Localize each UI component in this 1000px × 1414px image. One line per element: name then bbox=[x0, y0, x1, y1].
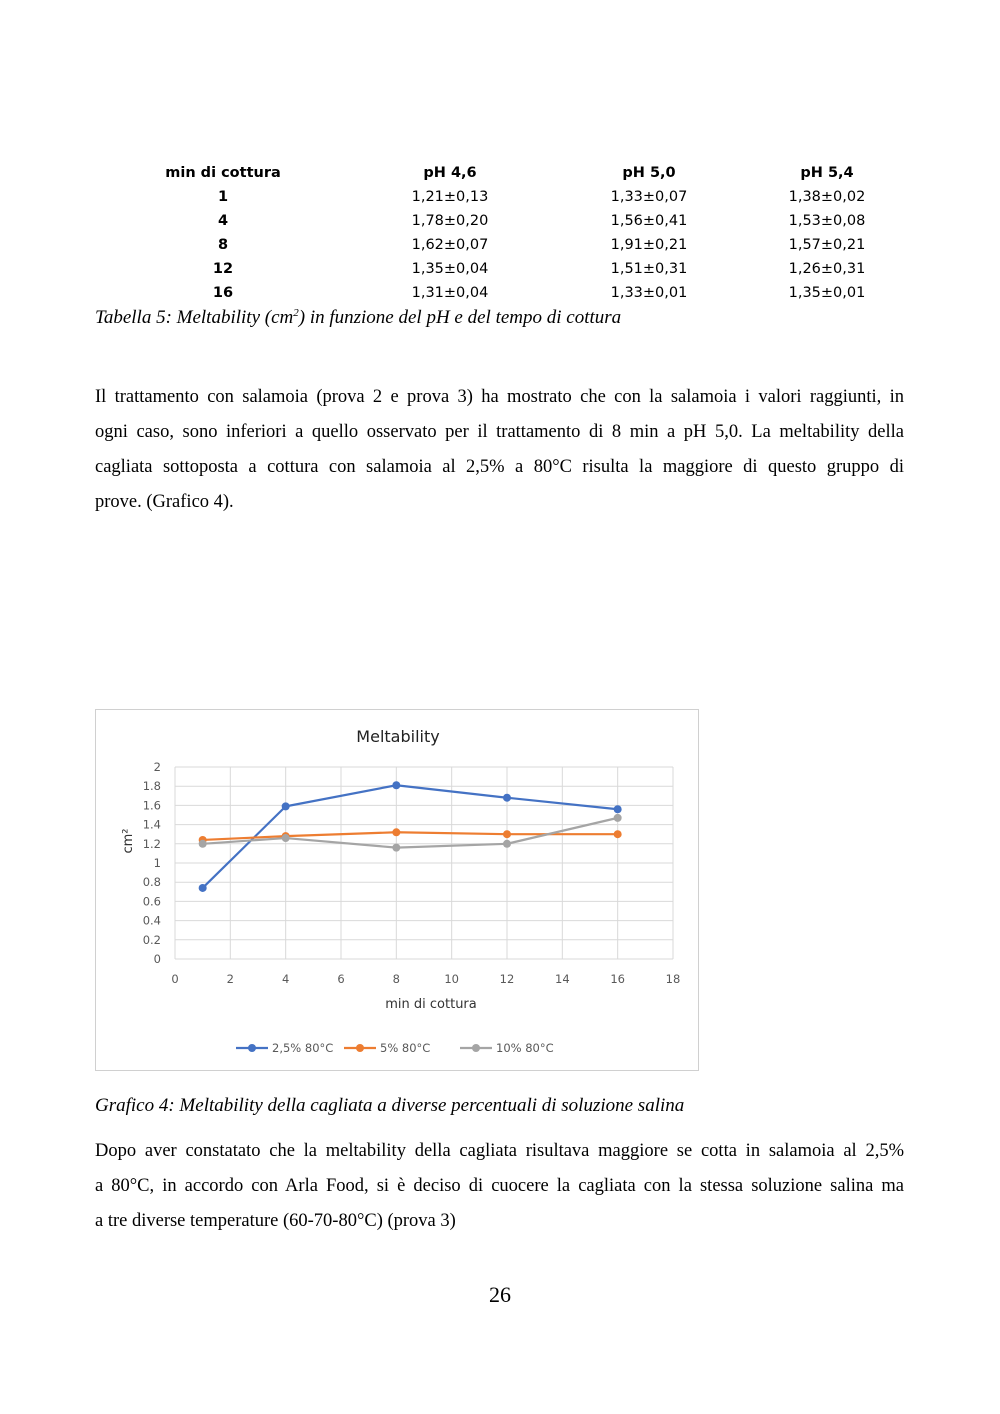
data-point bbox=[614, 805, 622, 813]
data-point bbox=[282, 834, 290, 842]
table-cell: 1,35±0,04 bbox=[411, 261, 489, 277]
x-tick-label: 18 bbox=[665, 972, 681, 986]
y-tick-label: 1.4 bbox=[142, 817, 161, 832]
x-tick-label: 10 bbox=[444, 972, 459, 986]
table-row-label: 4 bbox=[217, 213, 229, 229]
table-header-ph54: pH 5,4 bbox=[800, 165, 854, 181]
x-tick-label: 14 bbox=[555, 972, 570, 986]
chart-caption: Grafico 4: Meltability della cagliata a diverse percentuali di soluzione salina bbox=[95, 1095, 685, 1116]
table-cell: 1,38±0,02 bbox=[788, 189, 866, 205]
table-cell: 1,56±0,41 bbox=[610, 213, 688, 229]
chart-series bbox=[199, 781, 622, 892]
table-cell: 1,26±0,31 bbox=[788, 261, 866, 277]
table-cell: 1,31±0,04 bbox=[411, 285, 489, 301]
table-header-ph46: pH 4,6 bbox=[423, 165, 477, 181]
table-cell: 1,91±0,21 bbox=[610, 237, 688, 253]
table-cell: 1,33±0,01 bbox=[610, 285, 688, 301]
table-caption-pre: Tabella 5: Meltability (cm bbox=[95, 307, 294, 328]
paragraph-1 bbox=[95, 380, 904, 520]
y-tick-label: 1.8 bbox=[142, 779, 161, 794]
table-cell: 1,21±0,13 bbox=[411, 189, 489, 205]
table-header-time: min di cottura bbox=[165, 165, 281, 181]
chart-legend bbox=[236, 1041, 554, 1055]
data-point bbox=[392, 781, 400, 789]
table-cell: 1,62±0,07 bbox=[411, 237, 489, 253]
chart-title: Meltability bbox=[356, 727, 440, 746]
legend-marker bbox=[472, 1044, 480, 1052]
x-tick-labels bbox=[171, 972, 680, 986]
y-tick-labels bbox=[143, 760, 161, 966]
y-tick-label: 0.8 bbox=[142, 875, 161, 890]
data-point bbox=[503, 830, 511, 838]
page-number: 26 bbox=[489, 1282, 511, 1307]
data-point bbox=[614, 814, 622, 822]
legend-marker bbox=[248, 1044, 256, 1052]
data-point bbox=[503, 840, 511, 848]
table-row-label: 1 bbox=[217, 189, 229, 205]
x-tick-label: 6 bbox=[337, 972, 345, 986]
meltability-chart bbox=[96, 710, 698, 1070]
table-row-label: 16 bbox=[212, 285, 234, 301]
x-tick-label: 16 bbox=[610, 972, 625, 986]
legend-label: 5% 80°C bbox=[380, 1041, 431, 1055]
table-cell: 1,78±0,20 bbox=[411, 213, 489, 229]
y-axis-label: cm² bbox=[121, 828, 136, 854]
data-point bbox=[199, 840, 207, 848]
table-cell: 1,53±0,08 bbox=[788, 213, 866, 229]
x-tick-label: 0 bbox=[171, 972, 179, 986]
table-cell: 1,35±0,01 bbox=[788, 285, 866, 301]
paragraph-line: a 80°C, in accordo con Arla Food, si è deciso di cuocere la cagliata con la stessa soluzione salina ma bbox=[95, 1176, 904, 1196]
paragraph-line: a tre diverse temperature (60-70-80°C) (prova 3) bbox=[95, 1211, 456, 1231]
chart-frame bbox=[95, 709, 699, 1071]
y-tick-label: 2 bbox=[153, 760, 161, 774]
legend-marker bbox=[356, 1044, 364, 1052]
x-tick-label: 2 bbox=[226, 972, 234, 986]
paragraph-line: ogni caso, sono inferiori a quello osservato per il trattamento di 8 min a pH 5,0. La meltability della bbox=[95, 422, 904, 442]
data-point bbox=[503, 794, 511, 802]
table-caption-post: ) in funzione del pH e del tempo di cottura bbox=[298, 307, 622, 328]
paragraph-line: Dopo aver constatato che la meltability della cagliata risultava maggiore se cotta in salamoia al 2,5% bbox=[95, 1141, 904, 1161]
table-row-label: 12 bbox=[212, 261, 234, 277]
data-point bbox=[282, 802, 290, 810]
x-axis-label: min di cottura bbox=[385, 997, 477, 1012]
x-tick-label: 4 bbox=[282, 972, 290, 986]
legend-label: 2,5% 80°C bbox=[272, 1041, 334, 1055]
paragraph-line: prove. (Grafico 4). bbox=[95, 492, 234, 512]
y-tick-label: 0.6 bbox=[142, 894, 161, 909]
data-point bbox=[392, 828, 400, 836]
y-tick-label: 0 bbox=[153, 952, 161, 966]
table-header-ph50: pH 5,0 bbox=[622, 165, 676, 181]
paragraph-2 bbox=[95, 1134, 904, 1239]
table-cell: 1,51±0,31 bbox=[610, 261, 688, 277]
y-tick-label: 1 bbox=[153, 856, 161, 870]
table-cell: 1,57±0,21 bbox=[788, 237, 866, 253]
data-point bbox=[392, 844, 400, 852]
y-tick-label: 1.2 bbox=[142, 836, 161, 851]
data-point bbox=[614, 830, 622, 838]
x-tick-label: 12 bbox=[499, 972, 515, 986]
legend-label: 10% 80°C bbox=[496, 1041, 554, 1055]
y-tick-label: 1.6 bbox=[142, 798, 161, 813]
table-caption bbox=[95, 307, 621, 329]
table-row-label: 8 bbox=[217, 237, 229, 253]
data-point bbox=[199, 884, 207, 892]
paragraph-line: Il trattamento con salamoia (prova 2 e prova 3) ha mostrato che con la salamoia i valori raggiunti, in bbox=[95, 387, 904, 407]
chart-grid bbox=[175, 767, 673, 959]
y-tick-label: 0.2 bbox=[142, 932, 161, 947]
y-tick-label: 0.4 bbox=[142, 913, 161, 928]
table-caption-sup: 2 bbox=[293, 307, 299, 319]
paragraph-line: cagliata sottoposta a cottura con salamoia al 2,5% a 80°C risulta la maggiore di questo gruppo di bbox=[95, 457, 904, 477]
x-tick-label: 8 bbox=[392, 972, 400, 986]
table-cell: 1,33±0,07 bbox=[610, 189, 688, 205]
